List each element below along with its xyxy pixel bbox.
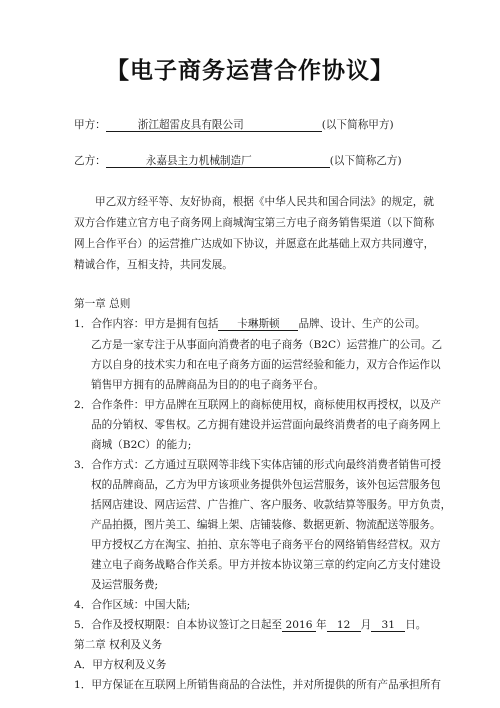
end-day: 31 — [371, 619, 405, 632]
party-b-suffix: (以下简称乙方) — [329, 155, 402, 167]
chapter-1-item-3-line-6: 建立电子商务战略合作关系。甲方并按本协议第三章的约定向乙方支付建设 — [91, 559, 441, 571]
document-title: 【电子商务运营合作协议】 — [106, 58, 394, 84]
item-1-suffix: 品牌、设计、生产的公司。 — [298, 318, 426, 330]
party-b-name: 永嘉县主力机械制造厂 — [106, 155, 330, 168]
intro-line-3: 网上合作平台）的运营推广达成如下协议，并愿意在此基础上双方共同遵守， — [74, 238, 435, 250]
chapter-1-item-3-line-3: 括网店建设、网店运营、广告推广、客户服务、收款结算等服务。甲方负责， — [91, 499, 452, 511]
intro-line-4: 精诚合作，互相支持，共同发展。 — [74, 259, 233, 271]
brand-name: 卡琳斯顿 — [218, 318, 298, 331]
intro-line-2: 双方合作建立官方电子商务网上商城淘宝第三方电子商务销售渠道（以下简称 — [74, 217, 435, 229]
chapter-1-item-4: 4．合作区域：中国大陆; — [74, 599, 191, 611]
chapter-1-item-3-line-7: 及运营服务费; — [91, 579, 159, 591]
chapter-1-heading: 第一章 总则 — [74, 298, 131, 310]
party-a-label: 甲方： — [74, 119, 106, 131]
chapter-1-item-1-line-3: 方以自身的技术实力和在电子商务方面的运营经验和能力，双方合作运作以 — [91, 359, 441, 371]
chapter-1-item-1-line-1 — [74, 317, 426, 331]
party-a-line — [74, 118, 394, 132]
chapter-2-sub-a: A．甲方权利及义务 — [74, 659, 167, 671]
chapter-1-item-3-line-5: 甲方授权乙方在淘宝、拍拍、京东等电子商务平台的网络销售经营权。双方 — [91, 539, 441, 551]
chapter-1-item-3-line-4: 产品拍摄，图片美工、编辑上架、店铺装修、数据更新、物流配送等服务。 — [91, 519, 441, 531]
chapter-1-item-2-line-1: 2．合作条件：甲方品牌在互联网上的商标使用权，商标使用权再授权，以及产 — [74, 399, 441, 411]
party-a-suffix: (以下简称甲方) — [321, 119, 394, 131]
end-year: 2016 — [282, 619, 316, 632]
chapter-1-item-5 — [74, 618, 426, 632]
chapter-1-item-2-line-3: 商城（B2C）的能力; — [91, 439, 192, 451]
chapter-1-item-3-line-2: 权的品牌商品，乙方为甲方该项业务提供外包运营服务，该外包运营服务包 — [91, 479, 441, 491]
chapter-1-item-1-line-2: 乙方是一家专注于从事面向消费者的电子商务（B2C）运营推广的公司。乙 — [91, 339, 443, 351]
party-a-name: 浙江超雷皮具有限公司 — [106, 119, 322, 132]
month-unit: 月 — [360, 619, 372, 631]
party-b-label: 乙方： — [74, 155, 106, 167]
year-unit: 年 — [316, 619, 327, 631]
chapter-1-item-1-line-4: 销售甲方拥有的品牌商品为目的的电子商务平台。 — [91, 379, 325, 391]
chapter-2-heading: 第二章 权利及义务 — [74, 639, 163, 651]
item-5-prefix: 5．合作及授权期限：自本协议签订之日起至 — [74, 619, 283, 631]
item-1-prefix: 1．合作内容：甲方是拥有包括 — [74, 318, 219, 330]
intro-line-1: 甲乙双方经平等、友好协商，根据《中华人民共和国合同法》的规定，就 — [95, 196, 434, 208]
chapter-1-item-2-line-2: 品的分销权、零售权。乙方拥有建设并运营面向最终消费者的电子商务网上 — [91, 419, 441, 431]
day-unit: 日。 — [405, 619, 427, 631]
party-b-line — [74, 154, 402, 168]
chapter-2-item-1: 1．甲方保证在互联网上所销售商品的合法性，并对所提供的所有产品承担所有 — [74, 679, 441, 691]
chapter-1-item-3-line-1: 3．合作方式：乙方通过互联网等非线下实体店铺的形式向最终消费者销售可授 — [74, 459, 441, 471]
end-month: 12 — [327, 619, 361, 632]
